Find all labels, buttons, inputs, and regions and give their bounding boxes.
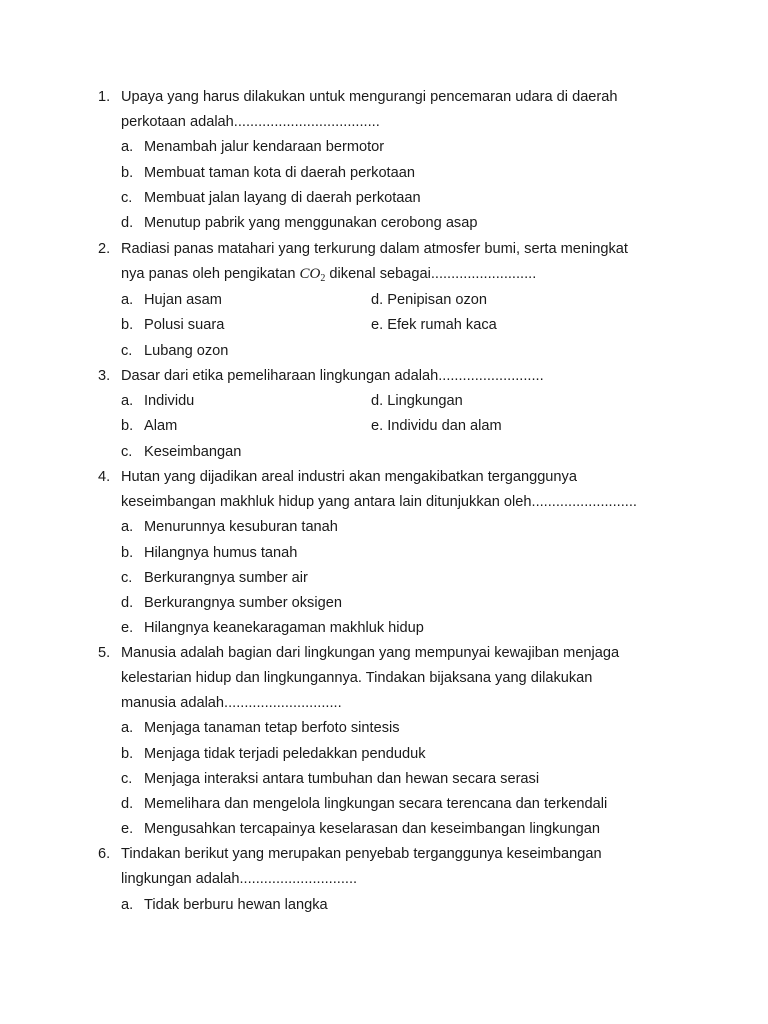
option-letter: c. <box>121 570 133 586</box>
option-letter: d. <box>371 393 384 409</box>
question-text: nya panas oleh pengikatan <box>121 266 300 282</box>
question-text: lingkungan adalah............................. <box>121 871 358 887</box>
option-letter: b. <box>121 746 134 762</box>
option-letter: a. <box>121 720 134 736</box>
option-letter: c. <box>121 771 133 787</box>
option-text: Menjaga interaksi antara tumbuhan dan hewan secara serasi <box>144 771 540 787</box>
option-letter: e. <box>371 317 384 333</box>
option-letter: c. <box>121 343 133 359</box>
option-text: Menurunnya kesuburan tanah <box>144 519 338 535</box>
option-text: Efek rumah kaca <box>387 317 497 333</box>
option-text: Menutup pabrik yang menggunakan cerobong asap <box>144 215 478 231</box>
option-letter: b. <box>121 545 134 561</box>
option-text: Individu <box>144 393 195 409</box>
question-text: Radiasi panas matahari yang terkurung dalam atmosfer bumi, serta meningkat <box>121 241 628 257</box>
question-number: 6. <box>98 846 111 862</box>
option-text: Individu dan alam <box>387 418 502 434</box>
option-item <box>371 417 502 435</box>
option-letter: e. <box>121 821 134 837</box>
question-text: Manusia adalah bagian dari lingkungan yang mempunyai kewajiban menjaga <box>121 645 620 661</box>
question-text: perkotaan adalah.................................... <box>121 114 380 130</box>
question-text: manusia adalah............................. <box>121 695 342 711</box>
option-text: Alam <box>144 418 178 434</box>
option-letter: c. <box>121 444 133 460</box>
option-item <box>371 392 463 410</box>
option-text: Lingkungan <box>387 393 463 409</box>
option-text: Keseimbangan <box>144 444 242 460</box>
question-text: keseimbangan makhluk hidup yang antara lain ditunjukkan oleh.......................... <box>121 494 637 510</box>
question-number: 1. <box>98 89 111 105</box>
option-text: Memelihara dan mengelola lingkungan secara terencana dan terkendali <box>144 796 608 812</box>
option-text: Hilangnya humus tanah <box>144 545 298 561</box>
option-letter: c. <box>121 190 133 206</box>
question-number: 4. <box>98 469 111 485</box>
option-letter: d. <box>121 595 134 611</box>
question-text: Tindakan berikut yang merupakan penyebab terganggunya keseimbangan <box>121 846 602 862</box>
option-letter: a. <box>121 139 134 155</box>
option-letter: a. <box>121 393 134 409</box>
option-text: Mengusahkan tercapainya keselarasan dan keseimbangan lingkungan <box>144 821 600 837</box>
option-letter: a. <box>121 292 134 308</box>
option-text: Menambah jalur kendaraan bermotor <box>144 139 385 155</box>
option-text: Menjaga tanaman tetap berfoto sintesis <box>144 720 400 736</box>
option-text: Polusi suara <box>144 317 225 333</box>
question-text-with-formula <box>121 265 536 283</box>
option-letter: b. <box>121 317 134 333</box>
option-item <box>371 291 487 309</box>
option-letter: d. <box>121 796 134 812</box>
option-letter: a. <box>121 897 134 913</box>
option-letter: b. <box>121 165 134 181</box>
question-text: Dasar dari etika pemeliharaan lingkungan adalah.......................... <box>121 368 544 384</box>
option-letter: d. <box>121 215 134 231</box>
option-text: Membuat jalan layang di daerah perkotaan <box>144 190 421 206</box>
question-number: 5. <box>98 645 111 661</box>
option-text: Penipisan ozon <box>387 292 488 308</box>
option-text: Berkurangnya sumber oksigen <box>144 595 342 611</box>
option-item <box>371 316 497 334</box>
question-number: 2. <box>98 241 111 257</box>
question-text: dikenal sebagai.......................... <box>325 266 537 282</box>
option-text: Tidak berburu hewan langka <box>144 897 328 913</box>
option-letter: e. <box>371 418 384 434</box>
question-number: 3. <box>98 368 111 384</box>
option-text: Lubang ozon <box>144 343 229 359</box>
question-text: Upaya yang harus dilakukan untuk mengurangi pencemaran udara di daerah <box>121 89 618 105</box>
option-letter: b. <box>121 418 134 434</box>
question-text: Hutan yang dijadikan areal industri akan mengakibatkan terganggunya <box>121 469 577 485</box>
option-letter: e. <box>121 620 134 636</box>
option-text: Berkurangnya sumber air <box>144 570 308 586</box>
option-text: Membuat taman kota di daerah perkotaan <box>144 165 415 181</box>
option-letter: a. <box>121 519 134 535</box>
option-text: Hilangnya keanekaragaman makhluk hidup <box>144 620 424 636</box>
co2-formula: $CO_2$ <box>299 266 326 284</box>
question-text: kelestarian hidup dan lingkungannya. Tindakan bijaksana yang dilakukan <box>121 670 593 686</box>
option-text: Menjaga tidak terjadi peledakkan penduduk <box>144 746 426 762</box>
option-letter: d. <box>371 292 384 308</box>
option-text: Hujan asam <box>144 292 222 308</box>
